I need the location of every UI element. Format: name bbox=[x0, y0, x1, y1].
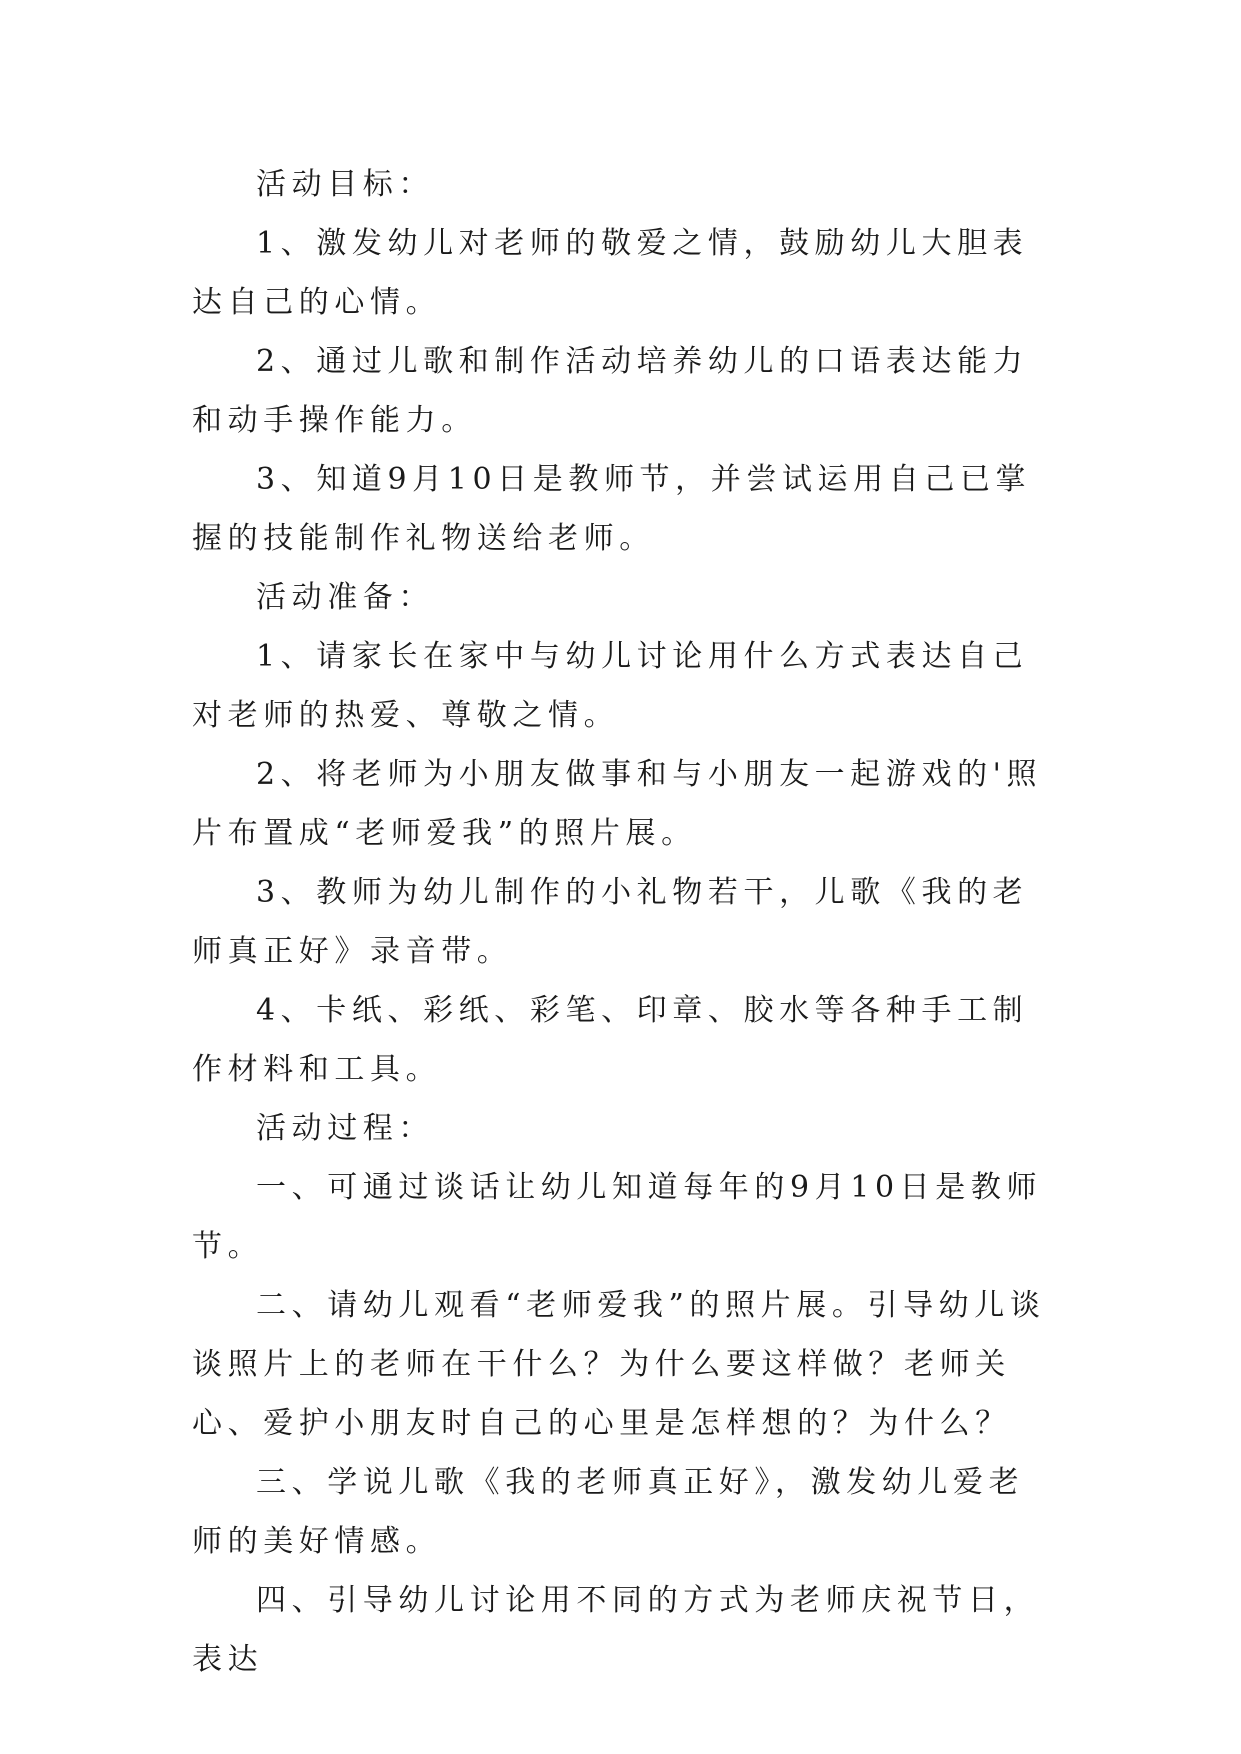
document-body bbox=[192, 155, 1052, 1689]
preparation-item-2: 2、将老师为小朋友做事和与小朋友一起游戏的'照片布置成“老师爱我”的照片展。 bbox=[192, 757, 1043, 851]
process-step-1: 一、可通过谈话让幼儿知道每年的9月10日是教师节。 bbox=[192, 1170, 1043, 1264]
goal-item-2: 2、通过儿歌和制作活动培养幼儿的口语表达能力和动手操作能力。 bbox=[192, 344, 1029, 438]
goal-item-3: 3、知道9月10日是教师节，并尝试运用自己已掌握的技能制作礼物送给老师。 bbox=[192, 462, 1032, 556]
heading-activity-goals: 活动目标： bbox=[256, 167, 434, 202]
process-step-2: 二、请幼儿观看“老师爱我”的照片展。引导幼儿谈谈照片上的老师在干什么？为什么要这样做？老师关心、爱护小朋友时自己的心里是怎样想的？为什么？ bbox=[192, 1288, 1046, 1441]
heading-activity-preparation: 活动准备： bbox=[256, 580, 434, 615]
preparation-item-4: 4、卡纸、彩纸、彩笔、印章、胶水等各种手工制作材料和工具。 bbox=[192, 993, 1029, 1087]
goal-item-1: 1、激发幼儿对老师的敬爱之情，鼓励幼儿大胆表达自己的心情。 bbox=[192, 226, 1029, 320]
preparation-item-1: 1、请家长在家中与幼儿讨论用什么方式表达自己对老师的热爱、尊敬之情。 bbox=[192, 639, 1029, 733]
process-step-4: 四、引导幼儿讨论用不同的方式为老师庆祝节日，表达 bbox=[192, 1583, 1040, 1677]
heading-activity-process: 活动过程： bbox=[256, 1111, 434, 1146]
preparation-item-3: 3、教师为幼儿制作的小礼物若干，儿歌《我的老师真正好》录音带。 bbox=[192, 875, 1029, 969]
process-step-3: 三、学说儿歌《我的老师真正好》，激发幼儿爱老师的美好情感。 bbox=[192, 1465, 1025, 1559]
